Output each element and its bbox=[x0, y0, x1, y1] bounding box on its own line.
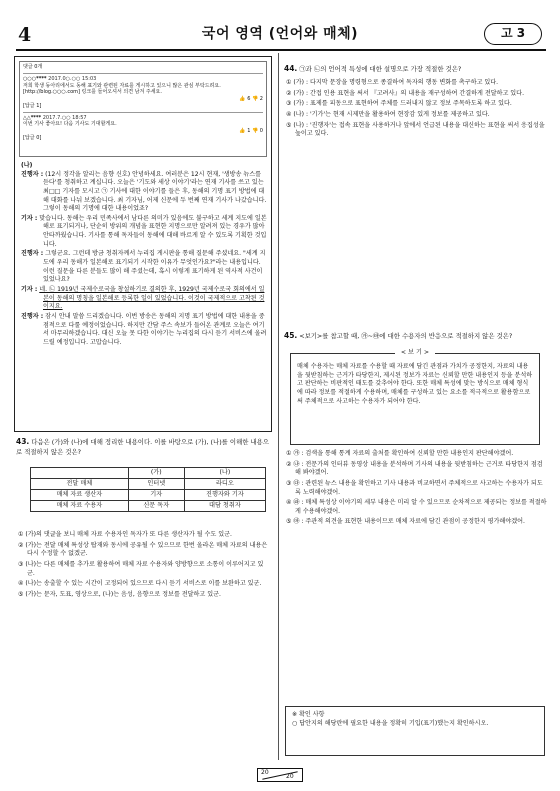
answer-choice[interactable]: ④ (나) : '기가'는 현재 시제만을 활용하여 현장감 있게 정보를 제공하고 있다. bbox=[286, 110, 490, 118]
answer-choice[interactable]: ③ (가) : 표제를 피동으로 표현하여 주체를 드러내지 않고 정보 주목하도록 하고 있다. bbox=[286, 100, 512, 108]
answer-choices bbox=[286, 450, 548, 529]
question-44 bbox=[284, 64, 546, 75]
answer-choice[interactable]: ② (가)는 전달 매체 특성상 탑재와 동시에 공유될 수 있으므로 한번 올라온 매체 자료의 내용은 다시 수정할 수 없겠군. bbox=[18, 541, 268, 558]
reference-box bbox=[290, 353, 540, 445]
table-cell: 라디오 bbox=[184, 479, 265, 490]
comment-count: 댓글 0개 bbox=[23, 64, 43, 70]
header-rule bbox=[16, 49, 546, 51]
current-page: 20 bbox=[261, 769, 269, 776]
comment-author: ○○○**** bbox=[23, 75, 47, 82]
table-row bbox=[31, 490, 266, 501]
grade-badge: 고 3 bbox=[484, 23, 542, 45]
table-cell: 매체 자료 생산자 bbox=[31, 490, 129, 501]
table-row bbox=[31, 479, 266, 490]
table-cell: 전달 매체 bbox=[31, 479, 129, 490]
reference-box-label: < 보 기 > bbox=[395, 349, 435, 358]
dialogue-text: 네. ㉡ 1919년 국제수로국을 창설하기로 결의한 후, 1929년 국제수로국 회의에서 일본이 동해의 명칭을 일본해로 등록한 일이 있었습니다. 이것이 국제적으로 고착된 것이지요. bbox=[39, 285, 265, 311]
comment-text: 저희 학생 동아리에서도 동해 표기와 관련된 자료를 게시하고 있으니 많은 관심 부탁드려요. [http://blog.○○○.com] 링크를 들어오셔서 의견 남겨 주세요. bbox=[23, 82, 221, 96]
table-cell: 진행자와 기자 bbox=[184, 490, 265, 501]
summary-table bbox=[30, 467, 266, 512]
reference-text: 매체 수용자는 매체 자료를 수용할 때 자료에 담긴 관점과 가치가 공정한지, 자료의 내용을 뒷받침하는 근거가 타당한지, 제시된 정보가 자료는 신뢰할 만한 내용인지 등을 분석하고 판단하는 비판적인 태도를 갖추어야 한다. 또한 매체 특성에 맞는 방식으로 매체 형식에 따라 정보를 적절하게 수용하며, 매체를 구성하고 있는 요소를 적극적으로 활용함으로써 주체적으로 사고하는 수용자가 되어야 한다. bbox=[297, 363, 533, 405]
answer-choice[interactable]: ③ ㉰ : 관련된 뉴스 내용을 확인하고 기사 내용과 비교하면서 주체적으로 사고하는 수용자가 되도록 노력해야겠어. bbox=[286, 479, 543, 496]
question-prompt: ㉠과 ㉡의 언어적 특성에 대한 설명으로 가장 적절한 것은? bbox=[299, 65, 462, 73]
comment-author: △△**** bbox=[23, 114, 42, 121]
speaker-label: 진행자 : bbox=[21, 312, 44, 320]
speaker-label: 진행자 : bbox=[21, 170, 44, 178]
dialogue-turn bbox=[21, 171, 267, 214]
comment-section bbox=[19, 61, 267, 157]
reply-link[interactable]: [답글 1] bbox=[23, 102, 42, 109]
answer-choice[interactable]: ② ㉯ : 전문가의 인터뷰 동영상 내용을 분석하며 기사의 내용을 뒷받침하는 근거로 타당한지 점검해 봐야겠어. bbox=[286, 460, 543, 477]
question-number: 45. bbox=[284, 331, 298, 340]
question-prompt: <보기>를 참고할 때, ㉮~㉲에 대한 수용자의 반응으로 적절하지 않은 것은? bbox=[299, 332, 513, 340]
answer-choice[interactable]: ① (가)의 댓글을 보니 매체 자료 수용자인 독자가 또 다른 생산자가 될 수도 있군. bbox=[18, 531, 232, 538]
table-header-cell: (나) bbox=[184, 468, 265, 479]
answer-choice[interactable]: ⑤ (가)는 문자, 도표, 영상으로, (나)는 음성, 음향으로 정보를 전달하고 있군. bbox=[18, 590, 221, 598]
speaker-label: 기자 : bbox=[21, 214, 38, 222]
answer-choice[interactable]: ③ (나)는 다른 매체를 추가로 활용하여 매체 자료 수용자와 양방향으로 소통이 이루어지고 있군. bbox=[18, 560, 264, 577]
question-45 bbox=[284, 331, 546, 342]
table-header-row bbox=[31, 468, 266, 479]
passage-label: (나) bbox=[21, 162, 33, 169]
table-cell: 인터넷 bbox=[128, 479, 184, 490]
speaker-label: 진행자 : bbox=[21, 250, 44, 258]
question-number: 43. bbox=[16, 437, 30, 446]
dialogue-turn bbox=[21, 215, 267, 250]
notice-title: ※ 확인 사항 bbox=[292, 711, 325, 718]
question-number: 44. bbox=[284, 64, 298, 73]
total-pages: 20 bbox=[286, 773, 294, 780]
answer-choice[interactable]: ④ ㉱ : 매체 특성상 이야기의 세부 내용은 미리 알 수 있으므로 순차적으로 제공되는 정보를 적절하게 수용해야겠어. bbox=[286, 499, 547, 515]
divider bbox=[23, 73, 263, 74]
table-cell: 매체 자료 수용자 bbox=[31, 501, 129, 512]
dialogue-turn bbox=[21, 286, 267, 312]
page-title: 국어 영역 (언어와 매체) bbox=[201, 26, 359, 42]
answer-choice[interactable]: ⑤ (나) : '진행자'는 접속 표현을 사용하거나 앞에서 언급된 내용을 대신하는 표현을 써서 응집성을 높이고 있다. bbox=[286, 121, 545, 138]
comment-votes[interactable]: 👍 6 👎 2 bbox=[239, 96, 263, 102]
page-number: 4 bbox=[18, 24, 32, 46]
table-header-cell: (가) bbox=[128, 468, 184, 479]
dialogue-text: 그렇군요. 그런데 방금 청취자께서 누리집 게시판을 통해 질문해 주셨네요. "세계 지도에 우리 동해가 일본해로 표기되기 시작한 이유가 무엇인가요?"라는 내용입니다. 이런 질문을 다른 분들도 많이 해 주셨는데, 혹시 이렇게 표기하게 된 역사적 사건이 있었나요? bbox=[43, 250, 266, 284]
answer-choice[interactable]: ④ (나)는 송출할 수 있는 시간이 고정되어 있으므로 다시 듣기 서비스로 이를 보완하고 있군. bbox=[18, 580, 262, 588]
dialogue-turn bbox=[21, 313, 267, 348]
question-43 bbox=[16, 437, 272, 457]
table-cell: 대담 청취자 bbox=[184, 501, 265, 512]
table-cell: 신문 독자 bbox=[128, 501, 184, 512]
answer-choice[interactable]: ② (가) : 간접 인용 표현을 써서 『고려사』의 내용을 재구성하여 간결하게 전달하고 있다. bbox=[286, 89, 525, 97]
reply-link[interactable]: [답글 0] bbox=[23, 134, 42, 141]
comment-item bbox=[23, 76, 263, 110]
comment-text: 이번 기사 좋아요! 다음 기사도 기대할게요. bbox=[23, 121, 117, 128]
answer-choices bbox=[286, 79, 548, 141]
notice-box bbox=[285, 706, 545, 756]
answer-choice[interactable]: ① ㉮ : 검색을 통해 통계 자료의 출처를 확인하여 신뢰할 만한 내용인지 판단해야겠어. bbox=[286, 450, 514, 457]
dialogue-text: (12시 정각을 알리는 음향 신호) 안녕하세요. 여러분은 12시 현재, '생방송 뉴스를 듣다'를 청취하고 계십니다. 오늘은 '기도와 세상 이야기'라는 연재 기사를 쓰고 있는 최□□ 기자를 모시고 ㉠ 기사에 대한 이야기를 들은 후, 동해의 기명 표기 방법에 대해 대화를 나눠 보겠습니다. 최 기자님, 어제 신문에 두 번째 연재 기사가 나갔습니다. 그렇이 동해의 기명에 대한 내용이었죠? bbox=[43, 170, 267, 213]
speaker-label: 기자 : bbox=[21, 285, 38, 293]
dialogue-turn bbox=[21, 250, 267, 285]
dialogue-text: 맞습니다. 동해는 우리 민족사에서 남다른 의미가 있음에도 불구하고 세계 지도에 일본해로 표기되거나, 단순히 방위의 개념을 표현한 지명으로만 알려져 있는 경우가 많아 안타까웠습니다. 기사를 통해 독자들이 동해에 대해 바르게 알 수 있도록 기획한 것입니다. bbox=[39, 214, 267, 248]
comment-date: 2017.7.○○ 18:57 bbox=[42, 114, 87, 121]
table-cell: 기자 bbox=[128, 490, 184, 501]
answer-choices bbox=[18, 531, 270, 601]
answer-choice[interactable]: ⑤ ㉲ : 주관적 의견을 표현한 내용이므로 매체 자료에 담긴 관점이 공정한지 평가해야겠어. bbox=[286, 518, 525, 526]
table-header-cell bbox=[31, 468, 129, 479]
comment-date: 2017.0○.○○ 15:03 bbox=[48, 75, 97, 82]
comment-item bbox=[23, 115, 263, 142]
notice-item: ○ 답안지의 해당란에 필요한 내용을 정확히 기입(표기)했는지 확인하시오. bbox=[292, 719, 489, 727]
passage-dialogue bbox=[21, 162, 267, 348]
column-divider bbox=[278, 53, 279, 760]
answer-choice[interactable]: ① (가) : 다지막 문장을 명령형으로 종결하여 독자의 행동 변화를 촉구하고 있다. bbox=[286, 79, 499, 86]
comment-votes[interactable]: 👍 1 👎 0 bbox=[239, 128, 263, 134]
dialogue-text: 잠시 안내 말씀 드리겠습니다. 이번 방송은 동해의 지명 표기 방법에 대한 내용을 중점적으로 다룰 예정이었습니다. 하지만 간담 주스 속보가 들어온 관계로 오늘은 여기서 마무리하겠습니다. 대신 오늘 못 다한 이야기는 누리집의 다시 듣기 서비스에 올려 드릴 예정입니다. 고맙습니다. bbox=[43, 312, 267, 346]
table-row bbox=[31, 501, 266, 512]
divider bbox=[23, 112, 263, 113]
question-prompt: 다음은 (가)와 (나)에 대해 정리한 내용이다. 이를 바탕으로 (가), (나)를 이해한 내용으로 적절하지 않은 것은? bbox=[16, 438, 269, 456]
